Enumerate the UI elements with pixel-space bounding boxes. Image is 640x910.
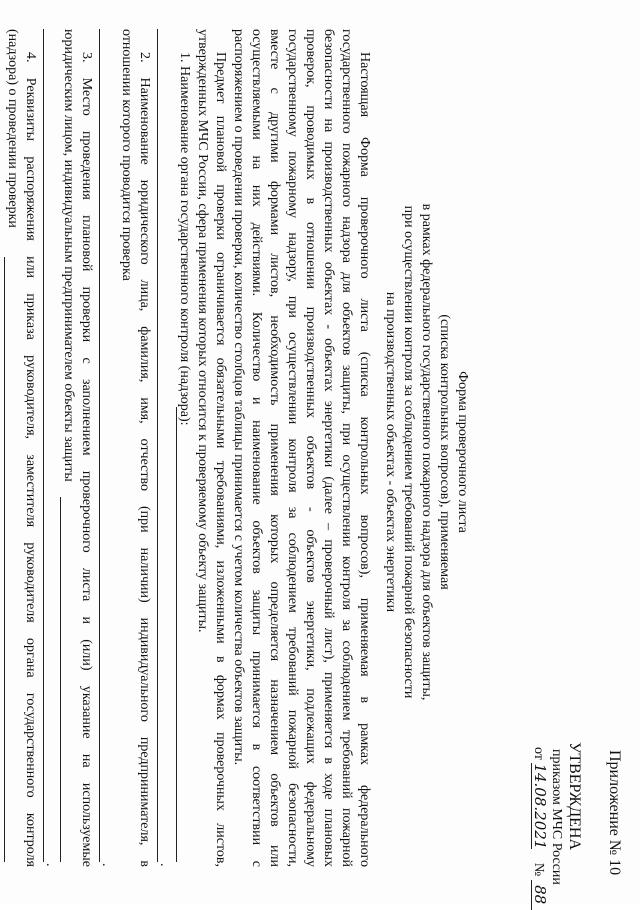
date-prefix: от [531,747,546,760]
paragraph-1-line-8: распоряжением о проведении проверки, количество столбцов таблицы принимается с учетом количества объектов защиты. [231,29,246,766]
item-1-fill-line [176,407,177,862]
form-subtitle-4: на производственных объектах - объектах энергетики [383,291,398,613]
order-date-row [530,747,548,910]
paragraph-1-line-6: вместе с другими формами листов, необходимость применения которых определяется назначением объектов или [267,29,282,867]
item-2-line-2: отношении которого проводится проверка [119,29,134,281]
item-3-fill-line [60,497,61,862]
paragraph-1-line-5: государственному пожарному надзору, при осуществлении контроля за соблюдением требований пожарной безопасности, [285,29,300,867]
paragraph-1-line-2: государственного пожарного надзора для объектов защиты, при осуществлении контроля за соблюдением требований пожарной [339,29,354,867]
item-3-line-1: 3. Место проведения плановой проверки с заполнением проверочного листа и (или) указание на используемые [79,52,94,867]
paragraph-1-line-1: Настоящая Форма проверочного листа (списка контрольных вопросов), применяемая в рамках федерального [357,52,372,867]
item-1-label: 1. Наименование органа государственного контроля (надзора): [177,52,192,426]
number-prefix: № [531,862,546,877]
paragraph-1-line-4: проверок, проводимых в отношении производственных объектов - объектов энергетики, подлежащих федеральному [303,29,318,867]
rotated-document-sheet [5,7,630,905]
item-4-fill-line [4,257,5,862]
handwritten-number: 88 [531,880,548,910]
item-3-line-2: юридическим лицом, индивидуальным предпринимателем объекты защиты [61,29,76,482]
item-3-end-dot: . [43,863,58,867]
order-line: приказом МЧС России [549,749,564,885]
form-subtitle-1: (списка контрольных вопросов), применяемая [437,314,452,590]
item-4-line-2: (надзора) о проведении проверки [5,29,20,228]
approved-label: УТВЕРЖДЕНА [566,742,583,851]
item-2-end-dot: . [99,863,114,867]
item-2-fill-line [99,29,100,862]
paragraph-2-line-2: утвержденных МЧС России, сфера применения которых относится к проверяемому объекту защиты. [195,29,210,633]
handwritten-date: 14.08.2021 [531,763,549,850]
item-3-fill-line-2 [43,29,44,862]
paragraph-1-line-7: осуществляемыми на них действиями. Количество и наименование объектов защиты принимается в соответствии с [249,29,264,867]
paragraph-2-line-1: Предмет плановой проверки ограничивается обязательными требованиями, изложенными в формах проверочных листов, [213,52,228,867]
form-subtitle-2: в рамках федерального государственного пожарного надзора для объектов защиты, [419,203,434,701]
appendix-label: Приложение № 10 [606,750,623,876]
paragraph-1-line-3: безопасности на производственных объектах - объектах энергетики (далее – проверочный лист), применяется в ходе плановых [321,29,336,867]
form-subtitle-3: при осуществлении контроля за соблюдением требований пожарной безопасности [401,205,416,699]
item-4-line-1: 4. Реквизиты распоряжения или приказа руководителя, заместителя руководителя органа государственного контроля [23,52,38,867]
form-title: Форма проверочного листа [455,371,470,533]
item-1-fill-line-2 [157,29,158,862]
item-1-end-dot: . [157,863,172,867]
item-2-line-1: 2. Наименование юридического лица, фамилия, имя, отчество (при наличии) индивидуального предпринимателя, в [137,52,152,867]
